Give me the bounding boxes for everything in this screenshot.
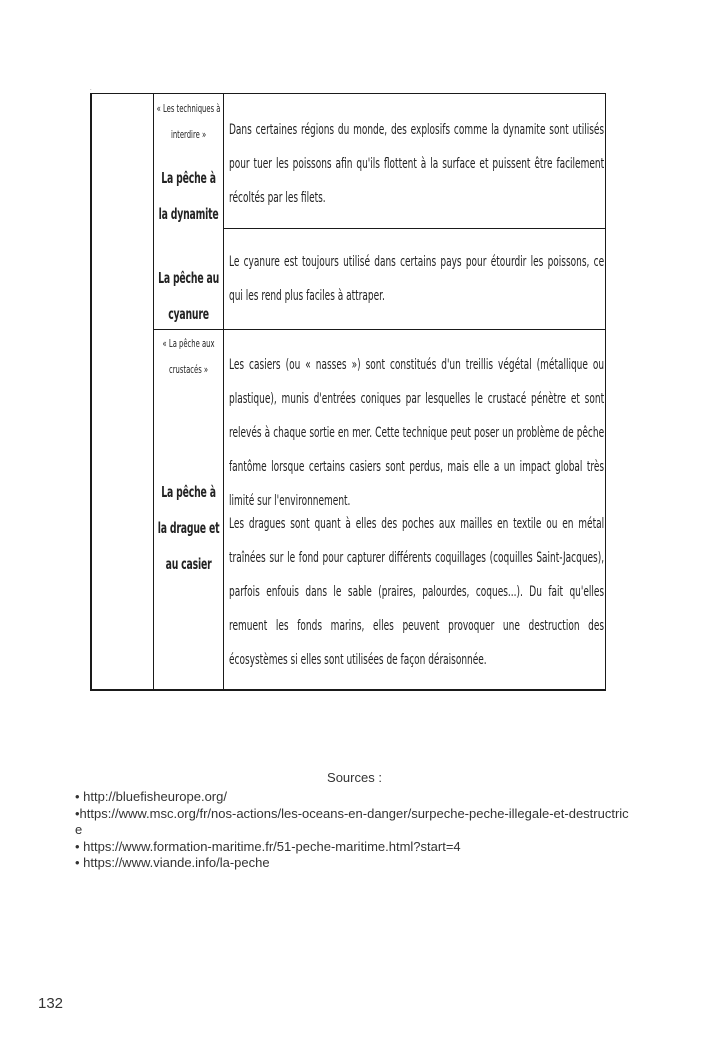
row-text-cyanure: Le cyanure est toujours utilisé dans certains pays pour étourdir les poissons, ce qui les rend plus faciles à attraper. xyxy=(229,254,605,304)
sources-title: Sources : xyxy=(327,770,382,785)
section-label-crustaces: « La pêche aux crustacés » xyxy=(162,337,215,376)
table-row-divider xyxy=(223,228,605,229)
row-text-dynamite: Dans certaines régions du monde, des explosifs comme la dynamite sont utilisés pour tuer les poissons afin qu'ils flottent à la surface et puissent être facilement récoltés par les filets. xyxy=(229,122,605,206)
source-item: • http://bluefisheurope.org/ xyxy=(75,789,227,804)
source-item: • https://www.formation-maritime.fr/51-peche-maritime.html?start=4 xyxy=(75,838,461,854)
row-text-drague: Les dragues sont quant à elles des poches aux mailles en textile ou en métal traînées sur le fond pour capturer différents coquillages (coquilles Saint-Jacques), parfois enfouis dans le sable (praires, palourdes, coques...). Du fait qu'elles remuent les fonds marins, elles peuvent provoquer une destruction des écosystèmes si elles sont utilisées de façon déraisonnée. xyxy=(229,516,605,668)
row-label-dynamite: La pêche à la dynamite xyxy=(158,169,219,223)
source-item: •https://www.msc.org/fr/nos-actions/les-oceans-en-danger/surpeche-peche-illegale-et-destructrice xyxy=(75,805,629,837)
table-column-divider xyxy=(223,93,224,691)
source-item: • https://www.viande.info/la-peche xyxy=(75,855,270,870)
row-text-casier: Les casiers (ou « nasses ») sont constitués d'un treillis végétal (métallique ou plastique), munis d'entrées coniques par lesquelles le crustacé pénètre et sont relevés à chaque sortie en mer. Cette technique peut poser un problème de pêche fantôme lorsque certains casiers sont perdus, mais elle a un impact global très limité sur l'environnement. xyxy=(229,357,605,509)
sources-list xyxy=(75,789,635,872)
fishing-techniques-table xyxy=(90,93,606,691)
corner-mark: . xyxy=(90,86,92,92)
row-label-cyanure: La pêche au cyanure xyxy=(158,269,220,323)
table-column-divider xyxy=(153,93,154,691)
page-number: 132 xyxy=(38,995,64,1012)
section-label-techniques-interdites: « Les techniques à interdire » xyxy=(156,102,221,141)
row-label-drague-casier: La pêche à la drague et au casier xyxy=(157,483,220,573)
